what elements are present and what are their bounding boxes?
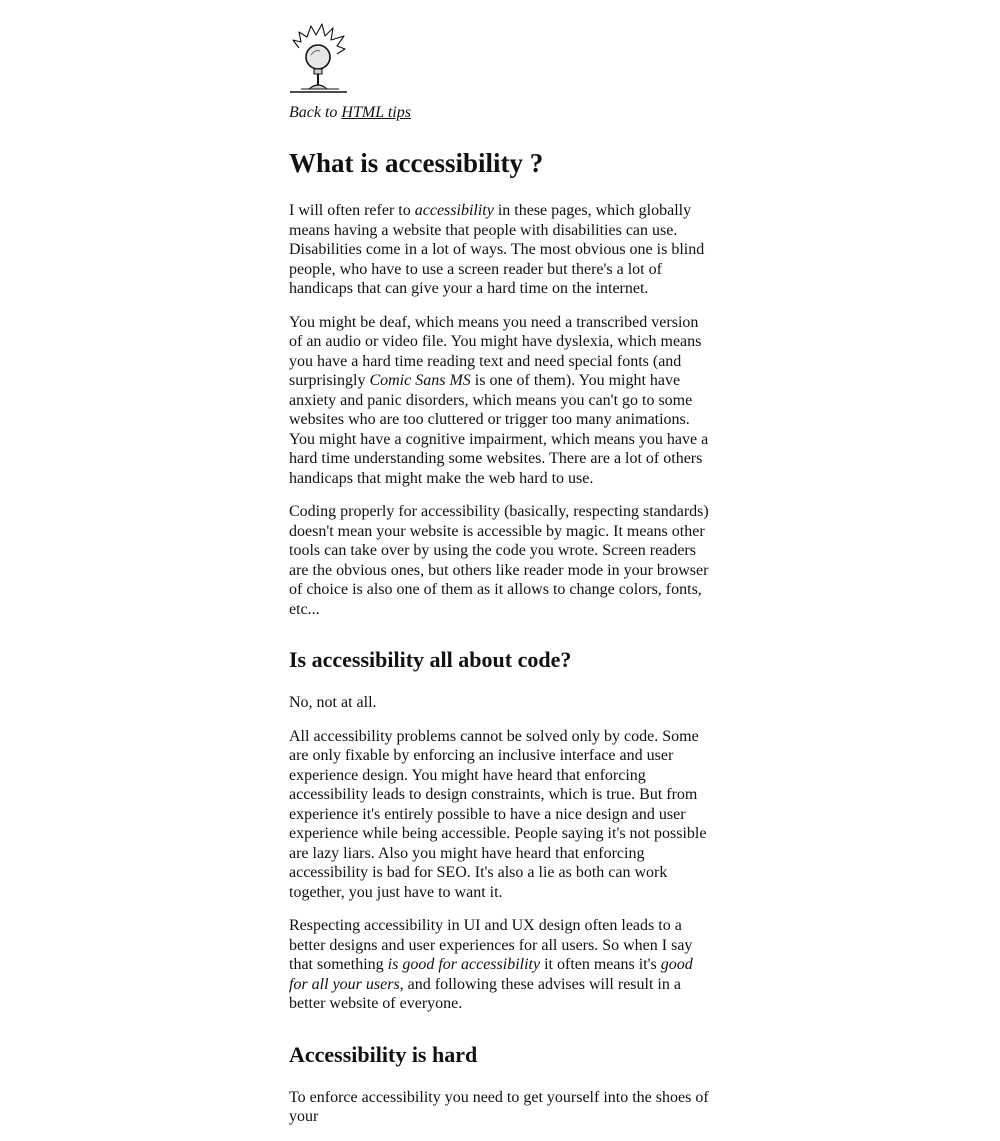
light-bulb-logo-icon (289, 22, 351, 96)
emphasis: good for all your users (289, 956, 693, 993)
text-run: Respecting accessibility in UI and UX design often leads to a better designs and user experiences for all users. So when I say that something (289, 917, 693, 973)
text-run: it often means it's (544, 956, 657, 973)
emphasis: accessibility (414, 202, 494, 219)
section-heading-hard: Accessibility is hard (289, 1041, 478, 1067)
article (289, 22, 713, 1141)
html-tips-link[interactable]: HTML tips (341, 104, 411, 121)
section2-paragraph-2: All accessibility problems cannot be solved only by code. Some are only fixable by enforcing an inclusive interface and user experience design. You might have heard that enforcing accessibility leads to design constraints, which is true. But from experience it's entirely possible to have a nice design and user experience while being accessible. People saying it's not possible are lazy liars. Also you might have heard that enforcing accessibility is bad for SEO. It's also a lie as both can work together, you just have to want it. (289, 727, 707, 901)
text-run: I will often refer to (289, 202, 411, 219)
section2-paragraph-3 (289, 916, 713, 1014)
text-run: is one of them). You might have anxiety and panic disorders, which means you can't go to some websites who are too cluttered or trigger too many animations. You might have a cognitive impairment, which means you have a hard time understanding some websites. There are a lot of others handicaps that might make the web hard to use. (289, 372, 709, 487)
text-run: , and following these advises will result in a better website of everyone. (289, 975, 681, 1012)
text-run: in these pages, which globally means having a website that people with disabilities can use. Disabilities come in a lot of ways. The most obvious one is blind people, who have to use a screen reader but there's a lot of handicaps that can give your a hard time on the internet. (289, 202, 705, 297)
intro-paragraph-3: Coding properly for accessibility (basically, respecting standards) doesn't mean your website is accessible by magic. It means other tools can take over by using the code you wrote. Screen readers are the obvious ones, but others like reader mode in your browser of choice is also one of them as it allows to change colors, fonts, etc... (289, 503, 709, 618)
section2-paragraph-1: No, not at all. (289, 694, 377, 711)
emphasis: is good for accessibility (387, 956, 541, 973)
intro-paragraph-2 (289, 313, 713, 489)
intro-paragraph-1 (289, 201, 713, 299)
back-prefix: Back to (289, 104, 338, 121)
emphasis: Comic Sans MS (369, 372, 471, 389)
page-title: What is accessibility ? (289, 148, 544, 178)
section3-paragraph-1: To enforce accessibility you need to get yourself into the shoes of your (289, 1088, 709, 1125)
text-run: You might be deaf, which means you need a transcribed version of an audio or video file. You might have dyslexia, which means you have a hard time reading text and need special fonts (and surprisingly (289, 313, 702, 389)
back-nav (289, 103, 713, 123)
section-heading-code: Is accessibility all about code? (289, 647, 572, 672)
